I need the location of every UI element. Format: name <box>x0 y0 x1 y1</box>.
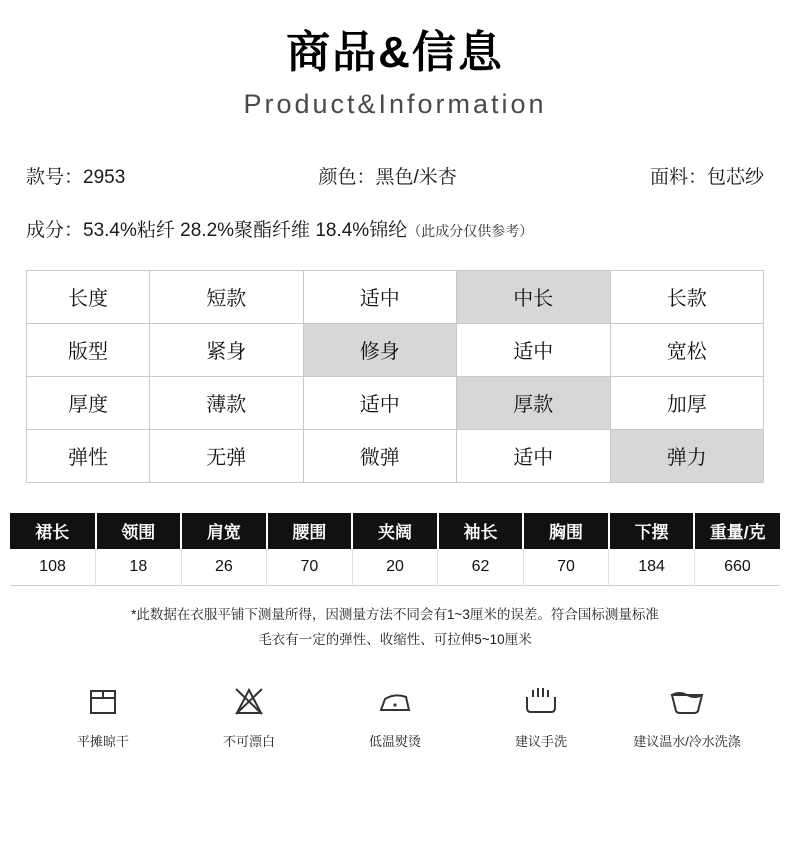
spec-row <box>0 162 790 189</box>
meas-header-3: 腰围 <box>267 513 353 549</box>
attr-option-2-0: 薄款 <box>150 376 304 429</box>
meas-header-8: 重量/克 <box>694 513 780 549</box>
meas-header-4: 夹阔 <box>352 513 438 549</box>
warm-cold-wash-icon <box>614 679 760 723</box>
attr-option-1-0: 紧身 <box>150 323 304 376</box>
care-label-no-bleach: 不可漂白 <box>222 733 275 749</box>
composition-label: 成分： <box>26 219 84 241</box>
meas-header-5: 袖长 <box>438 513 524 549</box>
attr-label-0: 长度 <box>27 270 150 323</box>
meas-header-2: 肩宽 <box>181 513 267 549</box>
meas-header-6: 胸围 <box>523 513 609 549</box>
color-label: 颜色： <box>318 166 376 188</box>
attr-option-3-3: 弹力 <box>610 429 764 482</box>
care-label-warm-cold-wash: 建议温水/冷水洗涤 <box>633 733 741 749</box>
hand-wash-icon <box>468 679 614 723</box>
attr-option-0-2: 中长 <box>457 270 611 323</box>
meas-value-3: 70 <box>267 549 353 586</box>
care-label-hand-wash: 建议手洗 <box>514 733 567 749</box>
measurement-notes <box>0 602 790 653</box>
attr-option-0-0: 短款 <box>150 270 304 323</box>
attr-option-2-3: 加厚 <box>610 376 764 429</box>
meas-header-1: 领围 <box>96 513 182 549</box>
fabric <box>650 162 764 189</box>
meas-value-4: 20 <box>352 549 438 586</box>
attr-option-1-1: 修身 <box>303 323 457 376</box>
note-line-1: *此数据在衣服平铺下测量所得，因测量方法不同会有1~3厘米的误差。符合国标测量标准 <box>131 606 659 622</box>
style-no-value: 2953 <box>83 166 126 188</box>
color-value: 黑色/米杏 <box>375 166 457 188</box>
attr-option-2-2: 厚款 <box>457 376 611 429</box>
meas-value-6: 70 <box>523 549 609 586</box>
care-label-flat-dry: 平摊晾干 <box>76 733 129 749</box>
page-subtitle: Product&Information <box>243 88 547 119</box>
table-row <box>10 549 780 586</box>
page-header <box>0 0 790 120</box>
attribute-table-body <box>27 270 764 482</box>
table-row <box>27 270 764 323</box>
care-item-low-temp-iron <box>322 679 468 750</box>
table-row <box>27 429 764 482</box>
table-row <box>27 376 764 429</box>
page-title: 商品&信息 <box>286 28 504 77</box>
care-item-flat-dry <box>30 679 176 750</box>
attr-option-3-2: 适中 <box>457 429 611 482</box>
meas-value-2: 26 <box>181 549 267 586</box>
attr-label-2: 厚度 <box>27 376 150 429</box>
composition-note: （此成分仅供参考） <box>407 222 534 239</box>
care-item-hand-wash <box>468 679 614 750</box>
care-instructions <box>0 679 790 750</box>
measurement-table-body <box>10 549 780 586</box>
measurement-table <box>10 513 780 586</box>
attribute-table <box>26 270 764 483</box>
composition-value: 53.4%粘纤 28.2%聚酯纤维 18.4%锦纶 <box>83 219 408 241</box>
note-line-2: 毛衣有一定的弹性、收缩性、可拉伸5~10厘米 <box>258 632 532 648</box>
color <box>125 162 650 189</box>
attr-option-0-1: 适中 <box>303 270 457 323</box>
style-no-label: 款号： <box>26 166 84 188</box>
attr-option-3-1: 微弹 <box>303 429 457 482</box>
measurement-table-head <box>10 513 780 549</box>
table-row <box>10 513 780 549</box>
meas-header-7: 下摆 <box>609 513 695 549</box>
attr-option-3-0: 无弹 <box>150 429 304 482</box>
attr-option-2-1: 适中 <box>303 376 457 429</box>
attr-option-1-2: 适中 <box>457 323 611 376</box>
meas-value-5: 62 <box>438 549 524 586</box>
meas-value-0: 108 <box>10 549 96 586</box>
care-label-low-temp-iron: 低温熨烫 <box>368 733 421 749</box>
attr-label-1: 版型 <box>27 323 150 376</box>
attr-label-3: 弹性 <box>27 429 150 482</box>
table-row <box>27 323 764 376</box>
style-no <box>26 162 125 189</box>
care-item-warm-cold-wash <box>614 679 760 750</box>
composition-row <box>0 215 790 242</box>
meas-value-7: 184 <box>609 549 695 586</box>
attr-option-1-3: 宽松 <box>610 323 764 376</box>
flat-dry-icon <box>30 679 176 723</box>
meas-header-0: 裙长 <box>10 513 96 549</box>
no-bleach-icon <box>176 679 322 723</box>
low-temp-iron-icon <box>322 679 468 723</box>
meas-value-1: 18 <box>96 549 182 586</box>
attr-option-0-3: 长款 <box>610 270 764 323</box>
care-item-no-bleach <box>176 679 322 750</box>
fabric-value: 包芯纱 <box>706 166 764 188</box>
meas-value-8: 660 <box>694 549 780 586</box>
fabric-label: 面料： <box>649 166 707 188</box>
